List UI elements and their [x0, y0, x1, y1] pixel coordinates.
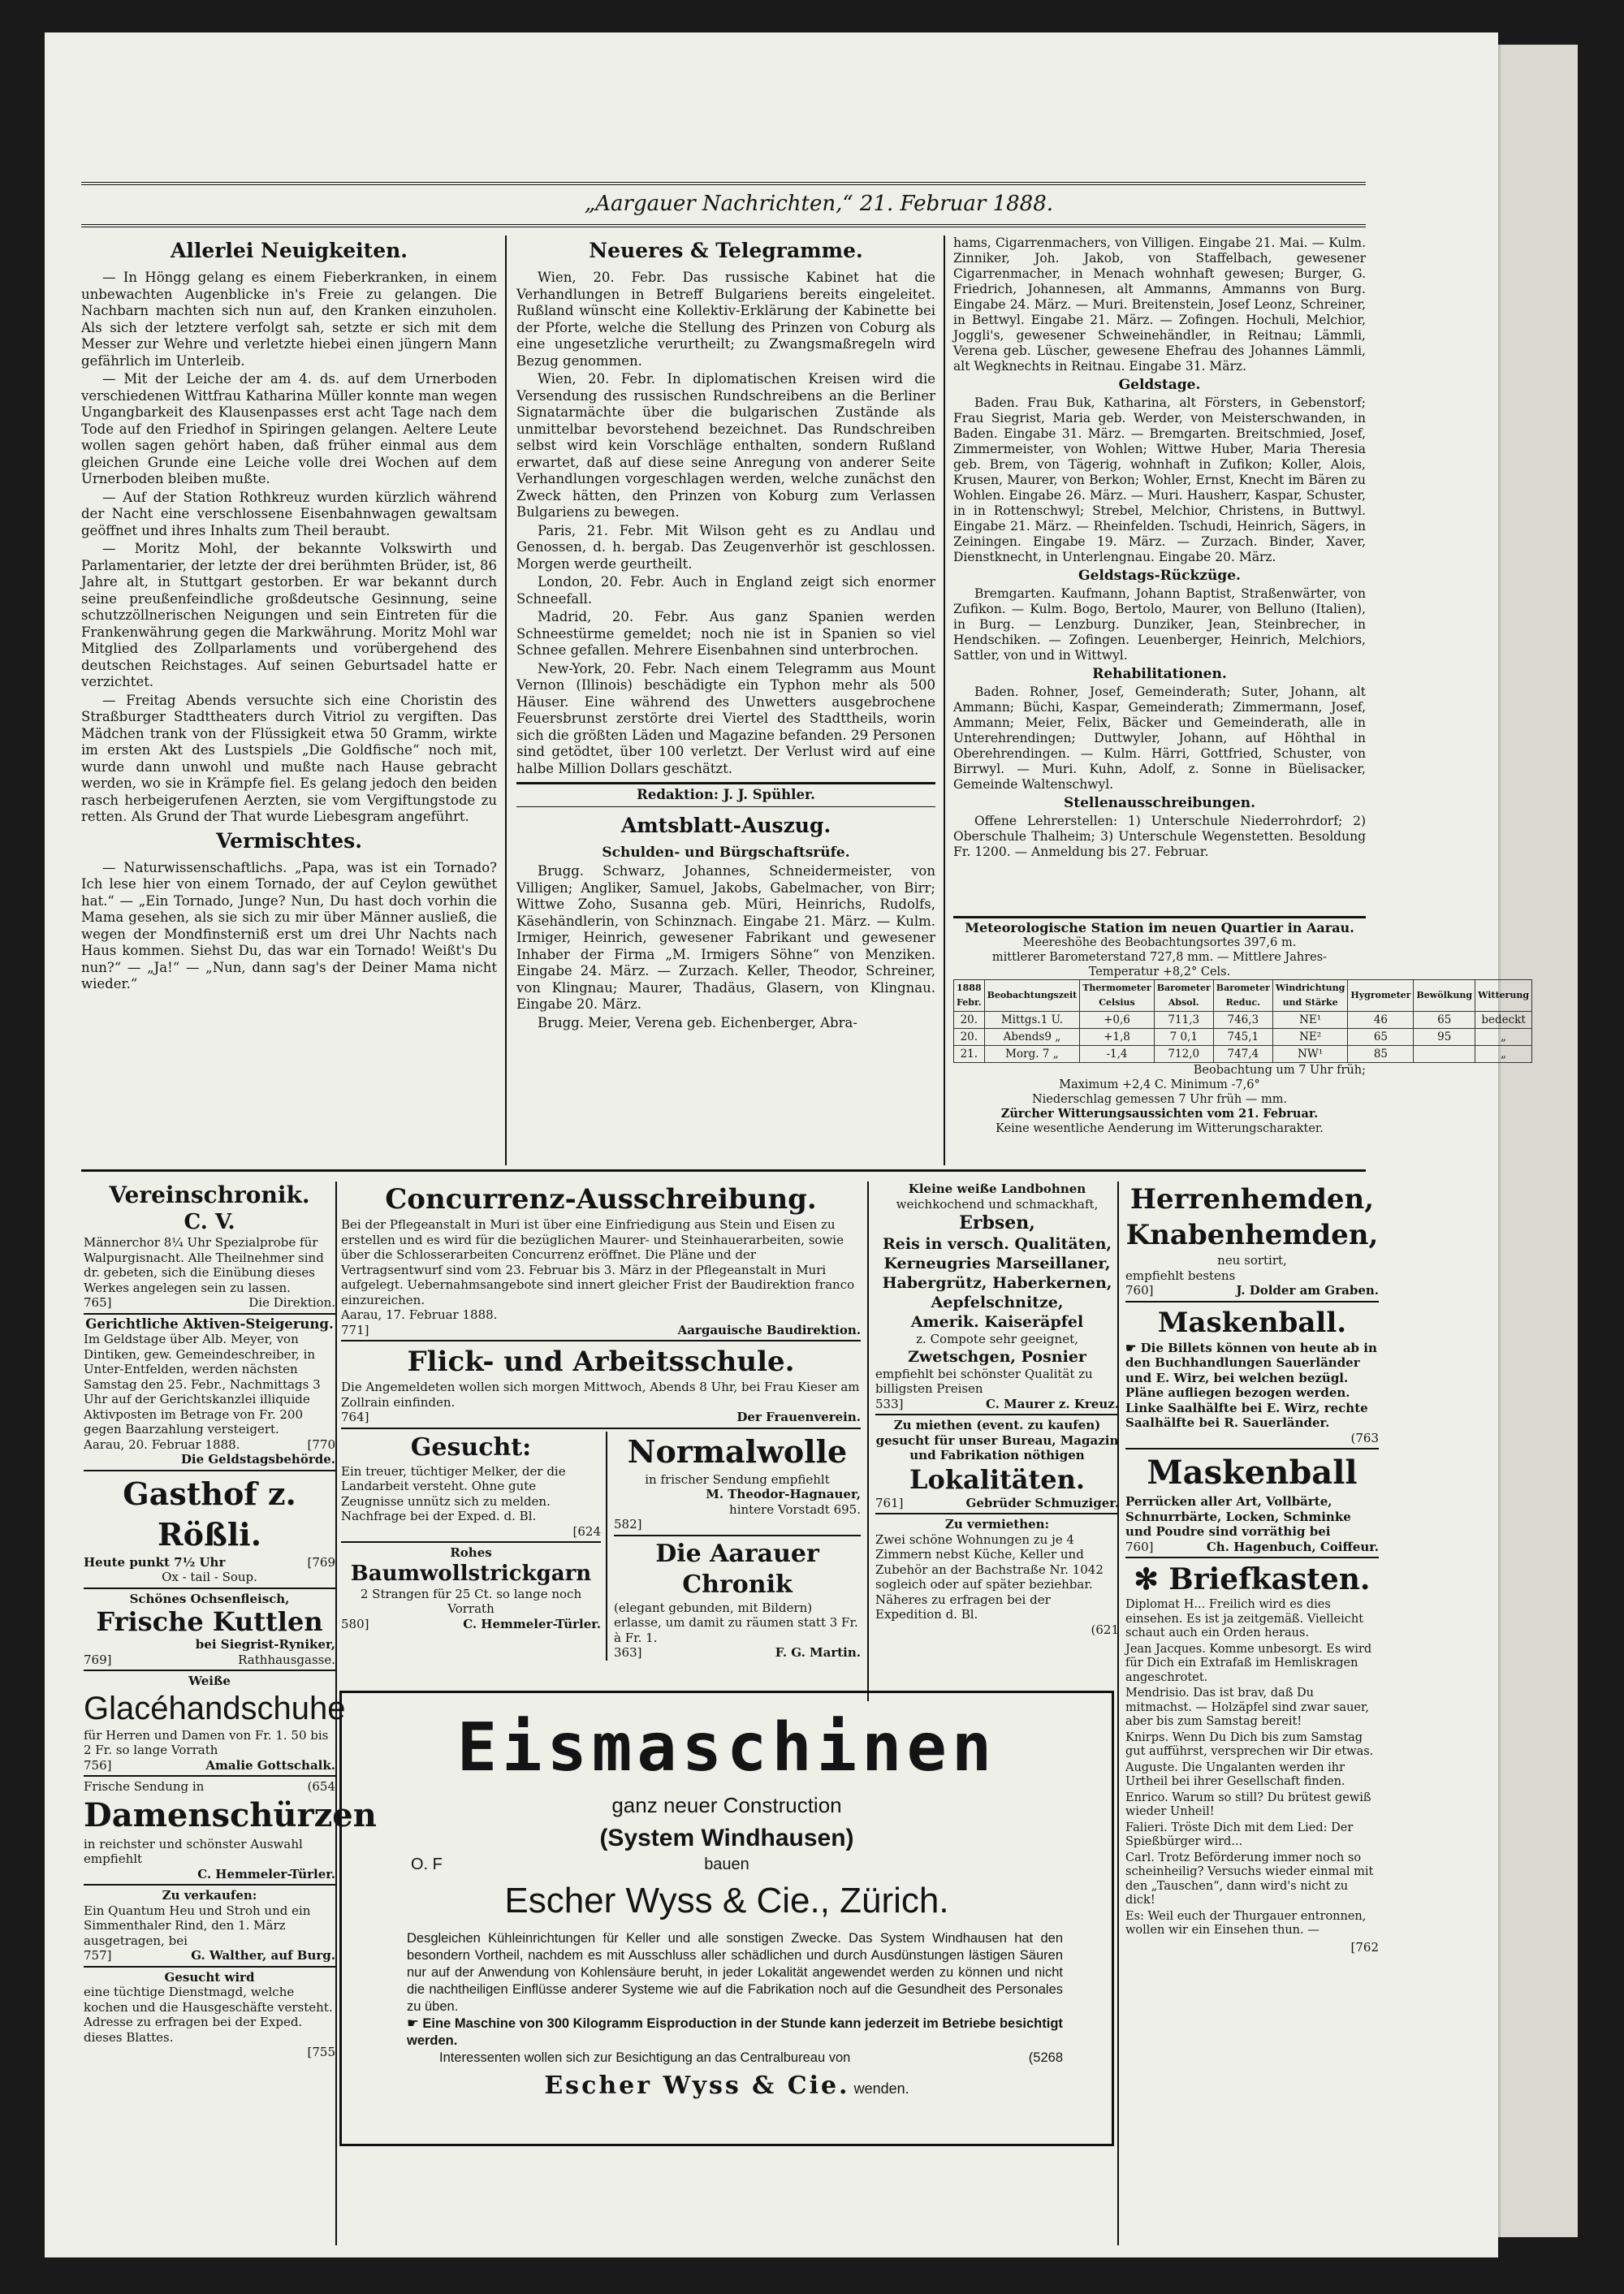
ad-signature: Ch. Hagenbuch, Coiffeur. [1206, 1539, 1379, 1554]
weather-cell: 20. [954, 1029, 985, 1046]
ad-number: 582] [614, 1517, 642, 1531]
ad-text: ☛ Eine Maschine von 300 Kilogramm Eisproduction in der Stunde kann jederzeit im Betriebe besichtigt werden. [407, 2016, 1063, 2048]
notice-paragraph: Brugg. Schwarz, Johannes, Schneidermeister, von Villigen; Angliker, Samuel, Jakobs, Gabelmacher, von Birr; Wittwe Zoho, Susanna geb. Müri, Heinrichs, Rudolfs, Käsehändlerin, von Schinznach. Eingabe 21. März. — Kulm. Irmiger, Heinrich, gewesener Fabrikant und gewesener Inhaber der Firma „M. Irmigers Söhne“ von Menziken. Eingabe 24. März. — Zurzach. Keller, Theodor, Schreiner, von Klingnau; Maurer, Thadäus, Glasern, von Klingnau. Eingabe 20. März. [516, 863, 935, 1012]
weather-cell: NE¹ [1272, 1012, 1347, 1029]
mailbox-item: Diplomat H... Freilich wird es dies einsehen. Es ist ja zeitgemäß. Vielleicht schaut auch ein Orden heraus. [1125, 1598, 1364, 1639]
notice-paragraph: Brugg. Meier, Verena geb. Eichenberger, Abra- [538, 1014, 857, 1030]
ad-title: Vereinschronik. [109, 1182, 310, 1208]
weather-cell: 20. [954, 1012, 985, 1029]
ad-number: 764] [341, 1410, 369, 1424]
ad-text: (elegant gebunden, mit Bildern) erlasse, um damit zu räumen statt 3 Fr. à Fr. 1. [614, 1600, 858, 1645]
ad-number: 580] [341, 1616, 369, 1631]
column-telegrams [516, 235, 935, 1168]
weather-cell: NE² [1272, 1029, 1347, 1046]
mailbox-item: Knirps. Wenn Du Dich bis zum Samstag gut aufführst, versprechen wir Dir etwas. [1125, 1730, 1374, 1758]
weather-line: Maximum +2,4 C. Minimum -7,6° [1059, 1078, 1260, 1091]
weather-cell: 21. [954, 1046, 985, 1063]
ad-number: [624 [572, 1523, 601, 1539]
ad-text: Bei der Pflegeanstalt in Muri ist über eine Einfriedigung aus Stein und Eisen zu erstellen und es wird für die bezüglichen Maurer- und Steinhauerarbeiten, sowie über die Schlosserarbeiten Concurrenz eröffnet. Die Pläne und der Vertragsentwurf sind vom 23. Februar bis 3. März in der Pflegeanstalt in Muri aufgelegt. Uebernahmsangebote sind innert gleicher Frist der Baudirektion franco einzureichen. [341, 1217, 855, 1307]
ad-text: bei Siegrist-Ryniker, [195, 1637, 335, 1652]
telegram: Wien, 20. Febr. Das russische Kabinet hat die Verhandlungen in Betreff Bulgariens bereits eingeleitet. Rußland wünscht eine Kollektiv-Erklärung der Kabinette bei der Pforte, welche die Stellung des Prinzen von Coburg als eine ungesetzliche verurtheilt; zu Zwangsmaßregeln wird Bezug genommen. [516, 270, 935, 369]
ad-line: Erbsen, [959, 1212, 1035, 1233]
ad-text: Ein Quantum Heu und Stroh und ein Simmenthaler Rind, den 1. März ausgetragen, bei [84, 1903, 311, 1948]
ad-number: [769 [307, 1554, 335, 1570]
subheading: Stellenausschreibungen. [1063, 795, 1256, 811]
weather-line: Meereshöhe des Beobachtungsortes 397,6 m. [1022, 936, 1297, 949]
ad-title: Normalwolle [627, 1432, 848, 1470]
notice-paragraph: hams, Cigarrenmachers, von Villigen. Eingabe 21. Mai. — Kulm. Zinniker, Joh. Jakob, von Staffelbach, gewesener Cigarrenmacher, in Menach wohnhaft gewesen; Burger, G. Friedrich, Johannesen, alt Ammanns, Ammanns von Burg. Eingabe 24. März. — Muri. Breitenstein, Josef Leonz, Schreiner, in Bettwyl. Eingabe 21. März. — Zofingen. Hochuli, Melchior, Joggli's, gewesener Schweinehändler, in Reitnau; Lämmli, Verena geb. Lüscher, gewesene Ehefrau des Johannes Lämmli, alt Wegknechts in Reitnau. Eingabe 31. März. [953, 235, 1366, 374]
weather-cell [1414, 1046, 1475, 1063]
weather-header: Barometer Absol. [1154, 980, 1213, 1012]
ad-title: Gerichtliche Aktiven-Steigerung. [85, 1315, 334, 1332]
mailbox-item: Jean Jacques. Komme unbesorgt. Es wird für Dich ein Extrafaß im Hemliskragen angeschrotet. [1125, 1642, 1372, 1684]
ad-number: 363] [614, 1645, 642, 1660]
column-rule [505, 235, 507, 1165]
ad-text: Die Angemeldeten wollen sich morgen Mittwoch, Abends 8 Uhr, bei Frau Kieser am Zollrain einfinden. [341, 1380, 860, 1410]
weather-header: 1888 Febr. [954, 980, 985, 1012]
weather-cell: Mittgs.1 U. [984, 1012, 1080, 1029]
ad-number: 533] [875, 1396, 904, 1411]
weather-table [953, 979, 1532, 1063]
ad-title: Maskenball. [1157, 1306, 1347, 1339]
weather-station [953, 916, 1530, 1169]
telegram: Wien, 20. Febr. In diplomatischen Kreisen wird die Versendung des russischen Rundschreibens an die Berliner Signatarmächte über die bulgarischen Zustände als unmittelbar bevorstehend bezeichnet. Das Rundschreiben selbst wird kein Vorschläge enthalten, sondern Rußland erwartet, daß auf diese seine Anregung von anderer Seite Verhandlungen vorgeschlagen werden, welche zunächst den Zweck hätten, den Prinzen von Koburg zum Verlassen Bulgariens zu bewegen. [516, 371, 935, 520]
masthead [81, 182, 1366, 227]
ads-middle-block [341, 1182, 861, 1669]
ad-text: bauen [704, 1856, 749, 1873]
subheading: Rehabilitationen. [1092, 666, 1227, 682]
mailbox-item: Mendrisio. Das ist brav, daß Du mitmachst. — Holzäpfel sind zwar sauer, aber bis zum Samstag bereit! [1125, 1687, 1369, 1728]
weather-cell: 747,4 [1213, 1046, 1272, 1063]
eismaschinen-ad [339, 1691, 1114, 2146]
ad-signature: Amalie Gottschalk. [205, 1757, 335, 1773]
ad-signature: Gebrüder Schmuziger. [965, 1495, 1119, 1510]
ad-text: Weiße [188, 1674, 231, 1688]
ad-text: Schönes Ochsenfleisch, [129, 1591, 290, 1606]
ad-line: z. Compote sehr geeignet, [916, 1332, 1078, 1346]
article-paragraph: — Naturwissenschaftlichs. „Papa, was ist ein Tornado? Ich lese hier von einem Tornado, der auf Ceylon gewüthet hat.“ — „Ein Tornado, Junge? Nun, Du hast doch vorhin die Mama gesehen, als sie sich zu mir über Männer ausließ, die wegen der Mondfinsterniß erst um drei Uhr Nachts nach Haus kommen. Siehst Du, das war ein Tornado! Weißt's Du nun?“ — „Ja!“ — „Nun, dann sag's der Deiner Mama nicht wieder.“ [81, 859, 497, 991]
ad-number: (5268 [1028, 2050, 1063, 2065]
subheading: Schulden- und Bürgschaftsrüfe. [602, 844, 850, 861]
weather-cell: Abends9 „ [984, 1029, 1080, 1046]
ad-number: [755 [307, 2045, 335, 2059]
pointing-hand-icon: ☛ [1125, 1340, 1141, 1355]
section-heading: Neueres & Telegramme. [589, 239, 863, 262]
subheading: Geldstage. [1118, 377, 1201, 393]
mailbox-item: Falieri. Tröste Dich mit dem Lied: Der Spießbürger wird... [1125, 1821, 1354, 1848]
ad-signature: Die Direktion. [248, 1295, 335, 1310]
ad-signature: Aargauische Baudirektion. [677, 1322, 861, 1337]
ad-text: empfiehlt bestens [1125, 1268, 1236, 1283]
ad-number: 756] [84, 1757, 112, 1773]
ad-number: 760] [1125, 1283, 1154, 1298]
weather-line: Zürcher Witterungsaussichten vom 21. Februar. [1000, 1107, 1319, 1121]
weather-cell: -1,4 [1080, 1046, 1154, 1063]
ad-number: [762 [1350, 1939, 1379, 1955]
ad-text: ganz neuer Construction [611, 1793, 842, 1817]
article-paragraph: — In Höngg gelang es einem Fieberkranken, in einem unbewachten Augenblicke in's Freie zu gelangen. Die Nachbarn machten sich nun auf, den Kranken einzuholen. Als sich der letztere verfolgt sah, setzte er sich mit dem Messer zur Wehre und verletzte hiebei einen jüngern Mann gefährlich im Unterleib. [81, 270, 497, 369]
weather-row [954, 1046, 1532, 1063]
ad-number: 765] [84, 1295, 112, 1310]
ad-line: Amerik. Kaiseräpfel [910, 1313, 1084, 1331]
ad-text: Im Geldstage über Alb. Meyer, von Dintiken, gew. Gemeindeschreiber, in Unter-Entfelden, werden nächsten Samstag den 25. Febr., Nachmittags 3 Uhr auf der Gerichtskanzlei illiquide Aktivposten im Betrage von Fr. 200 gegen Baarzahlung versteigert. [84, 1332, 321, 1436]
ad-title: Gesucht wird [164, 1969, 255, 1985]
ads-right-column [1117, 1182, 1379, 2245]
weather-line: mittlerer Barometerstand 727,8 mm. — Mittlere Jahres- [991, 951, 1328, 964]
ad-number: [770 [307, 1436, 335, 1452]
ad-line: Zwetschgen, Posnier [908, 1347, 1086, 1366]
ad-number: 760] [1125, 1539, 1154, 1554]
ad-number: (763 [1350, 1430, 1379, 1445]
ad-title: Lokalitäten. [909, 1463, 1086, 1495]
section-heading: Allerlei Neuigkeiten. [170, 239, 408, 262]
weather-cell: 711,3 [1154, 1012, 1213, 1029]
ad-signature: Die Geldstagsbehörde. [180, 1452, 335, 1467]
weather-header: Windrichtung und Stärke [1272, 980, 1347, 1012]
section-heading: Amtsblatt-Auszug. [620, 813, 831, 837]
ad-number: (654 [307, 1779, 335, 1794]
mailbox-item: Carl. Trotz Beförderung immer noch so scheinheilig? Versuchs wieder einmal mit den „Tauschen“, dann wird's nicht zu dick! [1125, 1851, 1374, 1907]
weather-cell: 7 0,1 [1154, 1029, 1213, 1046]
ad-text: Perrücken aller Art, Vollbärte, Schnurrbärte, Locken, Schminke und Poudre sind vorräthig bei [1125, 1494, 1351, 1539]
jester-icon: ✻ [1134, 1562, 1169, 1596]
column-official [953, 235, 1366, 914]
weather-line: Temperatur +8,2° Cels. [1088, 966, 1231, 979]
ad-title: Damenschürzen [84, 1795, 377, 1834]
ad-line: Reis in versch. Qualitäten, [883, 1235, 1112, 1253]
ad-text: wenden. [853, 2080, 909, 2097]
weather-header: Beobachtungszeit [984, 980, 1080, 1012]
weather-cell: 46 [1348, 1012, 1414, 1029]
ad-date: Aarau, 20. Februar 1888. [84, 1436, 240, 1452]
ads-grocery-block [867, 1182, 1119, 1701]
ad-title: Herrenhemden, [1129, 1183, 1375, 1216]
notice-paragraph: Offene Lehrerstellen: 1) Unterschule Niederrohrdorf; 2) Oberschule Thalheim; 3) Unterschule Wegenstetten. Besoldung Fr. 1200. — Anmeldung bis 27. Februar. [953, 814, 1366, 859]
weather-cell: „ [1475, 1029, 1532, 1046]
ad-title: Die Aarauer Chronik [655, 1539, 819, 1599]
ad-number: 771] [341, 1322, 369, 1337]
ad-date: Aarau, 17. Februar 1888. [341, 1307, 498, 1322]
ad-line: Kleine weiße Landbohnen [908, 1182, 1086, 1196]
weather-row [954, 1012, 1532, 1029]
article-paragraph: — Freitag Abends versuchte sich eine Choristin des Straßburger Stadttheaters durch Vitriol zu vergiften. Das Mädchen trank von der Flüssigkeit etwa 50 Gramm, wirkte im ersten Akt des Lustspiels „Die Goldfische“ noch mit, wurde dann unwohl und mußte nach Hause gebracht werden, wo sie in Krämpfe fiel. Es gelang jedoch den beiden rasch herbeigerufenen Aerzten, sie vom Vergiftungstode zu retten. Als Grund der That wurde Liebesgram angeführt. [81, 692, 497, 824]
column-rule [944, 235, 945, 1165]
weather-cell: bedeckt [1475, 1012, 1532, 1029]
ad-line: Kerneugries Marseillaner, [883, 1255, 1111, 1272]
ad-title: Baumwollstrickgarn [350, 1561, 592, 1586]
notice-paragraph: Bremgarten. Kaufmann, Johann Baptist, Straßenwärter, von Zufikon. — Kulm. Bogo, Bertolo, Maurer, von Belluno (Italien), in Burg. — Lenzburg. Dunziker, Jean, Steinbrecher, in Hendschiken. — Zofingen. Leuenberger, Heinrich, Melchiors, Sattler, von und in Wittwyl. [953, 586, 1366, 663]
ad-line: Habergrütz, Haberkernen, [882, 1274, 1112, 1292]
ad-signature: J. Dolder am Graben. [1236, 1283, 1379, 1298]
ad-text: neu sortirt, [1217, 1253, 1287, 1268]
ad-text: (System Windhausen) [599, 1825, 854, 1851]
weather-cell: +0,6 [1080, 1012, 1154, 1029]
ad-company: Escher Wyss & Cie., Zürich. [504, 1881, 949, 1920]
weather-cell: „ [1475, 1046, 1532, 1063]
ad-number: (621 [1091, 1622, 1119, 1637]
ad-number: 757] [84, 1948, 112, 1963]
ad-text: Rohes [450, 1545, 492, 1560]
weather-line: Beobachtung um 7 Uhr früh; [1193, 1064, 1366, 1077]
ad-text: Männerchor 8¼ Uhr Spezialprobe für Walpurgisnacht. Alle Theilnehmer sind dr. gebeten, sich die Einübung dieses Werkes angelegen sein zu lassen. [84, 1235, 324, 1295]
ad-title: Concurrenz-Ausschreibung. [385, 1183, 817, 1216]
weather-header: Hygrometer [1348, 980, 1414, 1012]
ad-title: ✻ Briefkasten. [1134, 1562, 1371, 1596]
column-news [81, 235, 497, 1168]
section-rule [81, 1169, 1366, 1172]
ad-text: O. F [411, 1856, 443, 1873]
weather-cell: 712,0 [1154, 1046, 1213, 1063]
weather-line: Keine wesentliche Aenderung im Witterungscharakter. [996, 1122, 1324, 1135]
telegram: New-York, 20. Febr. Nach einem Telegramm aus Mount Vernon (Illinois) beschädigte ein Typhon mehr als 500 Häuser. Eine während des Unwetters ausgebrochene Feuersbrunst zerstörte drei Viertel des Stadttheils, worin sich die größten Läden und Magazine befanden. 29 Personen sind getödtet, über 100 verletzt. Der Verlust wird auf eine halbe Million Dollars geschätzt. [516, 660, 935, 776]
ad-text: Desgleichen Kühleinrichtungen für Keller und alle sonstigen Zwecke. Das System Windhausen hat den besondern Vortheil, nachdem es mit Ausschluss aller schädlichen und durch Ausdünstungen lästigen Säuren nur auf der Anwendung von Kohlensäure beruht, in jeder Lokalität angewendet werden zu können und nicht die nachtheiligen Einflüsse anderer Systeme wie auf die Fabrikation noch auf die Gesundheit des Personales zu üben. [407, 1931, 1063, 2014]
ad-title: C. V. [184, 1210, 235, 1234]
ad-signature: Der Frauenverein. [736, 1410, 861, 1424]
ad-title: Zu vermiethen: [944, 1517, 1050, 1531]
ad-text: empfiehlt bei schönster Qualität zu billigsten Preisen [875, 1366, 1093, 1396]
ad-title: Eismaschinen [456, 1709, 997, 1786]
ad-text: Rathhausgasse. [238, 1652, 335, 1667]
weather-cell: 95 [1414, 1029, 1475, 1046]
pointing-hand-icon: ☛ [407, 2016, 423, 2031]
weather-cell: 745,1 [1213, 1029, 1272, 1046]
weather-title: Meteorologische Station im neuen Quartier in Aarau. [965, 920, 1354, 935]
weather-cell: 85 [1348, 1046, 1414, 1063]
mailbox-item: Es: Weil euch der Thurgauer entronnen, wollen wir ein Einsehen thun. — [1125, 1909, 1367, 1937]
ad-text: Zwei schöne Wohnungen zu je 4 Zimmern nebst Küche, Keller und Zubehör an der Bachstraße Nr. 1042 sogleich oder auf später beziehbar. Näheres zu erfragen bei der Expedition d. Bl. [875, 1531, 1104, 1622]
mailbox-items [1125, 1598, 1379, 1938]
ad-text: für Herren und Damen von Fr. 1. 50 bis 2 Fr. so lange Vorrath [84, 1727, 329, 1757]
ad-title: Gasthof z. Rößli. [123, 1475, 296, 1553]
article-paragraph: — Mit der Leiche der am 4. ds. auf dem Urnerboden verschiedenen Wittfrau Katharina Müller konnte man wegen Ungangbarkeit des Klausenpasses erst acht Tage nach dem Tode auf den Friedhof in Spiringen gelangen. Aeltere Leute wollen sagen gehört haben, daß früher einmal aus dem gleichen Grunde eine Leiche volle drei Wochen auf dem Urnerboden bleiben mußte. [81, 371, 497, 486]
ad-text: eine tüchtige Dienstmagd, welche kochen und die Hausgeschäfte versteht. Adresse zu erfragen bei der Exped. dieses Blattes. [84, 1985, 333, 2045]
ad-signature: F. G. Martin. [775, 1645, 861, 1660]
weather-cell: Morg. 7 „ [984, 1046, 1080, 1063]
ad-text: hintere Vorstadt 695. [729, 1501, 861, 1517]
ad-text: 2 Strangen für 25 Ct. so lange noch Vorrath [360, 1586, 582, 1616]
subheading: Geldstags-Rückzüge. [1078, 568, 1241, 584]
ad-text: Frische Sendung in [84, 1779, 205, 1794]
ad-title: Maskenball [1147, 1454, 1358, 1492]
ad-text: Interessenten wollen sich zur Besichtigung an das Centralbureau von [439, 2050, 851, 2065]
telegram: London, 20. Febr. Auch in England zeigt sich enormer Schneefall. [516, 574, 935, 607]
ad-text: in frischer Sendung empfiehlt [645, 1471, 830, 1487]
telegram: Paris, 21. Febr. Mit Wilson geht es zu Andlau und Genossen, d. h. bergab. Das Zeugenverhör ist geschlossen. Morgen werde geurtheilt. [516, 522, 935, 572]
weather-header: Witterung [1475, 980, 1532, 1012]
masthead-title: „Aargauer Nachrichten,“ 21. Februar 1888. [584, 192, 1053, 216]
article-paragraph: — Moritz Mohl, der bekannte Volkswirth und Parlamentarier, der letzte der drei berühmten Brüder, ist, 86 Jahre alt, in Stuttgart gestorben. Er war bekannt durch seine preußenfeindliche großdeutsche Gesinnung, seine schutzzöllnerischen Neigungen und sein Eintreten für die Frankenwährung gegen die Markwährung. Moritz Mohl war Mitglied des Zollparlaments und vorübergehend des deutschen Reichstages. Auf seinen Geburtsadel hatte er verzichtet. [81, 541, 497, 689]
notice-paragraph: Baden. Rohner, Josef, Gemeinderath; Suter, Johann, alt Ammann; Büchi, Kaspar, Gemeinderath; Zimmermann, Josef, Ammann; Meier, Felix, Bäcker und Gemeinderath, alle in Unterehrendingen; Duttwyler, Johann, auf Höhthal in Oberehrendingen. — Kulm. Härri, Gottfried, Schuster, von Birrwyl. — Muri. Kuhn, Adolf, z. Sonne in Büelisacker, Gemeinde Waltenschwyl. [953, 685, 1366, 792]
weather-header: Thermometer Celsius [1080, 980, 1154, 1012]
ad-signature: M. Theodor-Hagnauer, [706, 1487, 861, 1501]
ad-signature: C. Maurer z. Kreuz. [985, 1396, 1119, 1411]
ad-text: Ox - tail - Soup. [162, 1570, 257, 1584]
ad-title: Flick- und Arbeitsschule. [407, 1346, 795, 1378]
mailbox-item: Enrico. Warum so still? Du brütest gewiß wieder Unheil! [1125, 1791, 1371, 1818]
ad-title: Frische Kuttlen [96, 1606, 323, 1637]
ad-text: Heute punkt 7½ Uhr [84, 1554, 226, 1570]
ad-text: in reichster und schönster Auswahl empfiehlt [84, 1836, 303, 1866]
ad-signature: C. Hemmeler-Türler. [197, 1866, 335, 1881]
weather-cell: 65 [1414, 1012, 1475, 1029]
notice-paragraph: Baden. Frau Buk, Katharina, alt Försters, in Gebenstorf; Frau Siegrist, Maria geb. Werder, von Meisterschwanden, in Baden. Eingabe 31. März. — Bremgarten. Breitschmied, Josef, Zimmermeister, von Wohlen; Wittwe Huber, Maria Theresia geb. Brem, von Tägerig, wohnhaft in Zufikon; Koller, Alois, Krusen, Maurer, von Berkon; Wohler, Ernst, Knecht im Bären zu Wohlen. Eingabe 26. März. — Muri. Hausherr, Kaspar, Schuster, in in Rottenschwyl; Strebel, Melchior, Christens, in Buttwyl. Eingabe 21. März. — Rheinfelden. Tschudi, Heinrich, Sägers, in Zeiningen. Eingabe 19. März. — Zurzach. Binder, Xaver, Dienstknecht, in Unterlengnau. Eingabe 20. März. [953, 395, 1366, 564]
telegram: Madrid, 20. Febr. Aus ganz Spanien werden Schneestürme gemeldet; noch nie ist in Spanien so viel Schnee gefallen. Mehrere Eisenbahnen sind unterbrochen. [516, 609, 935, 658]
editor-line: Redaktion: J. J. Spühler. [516, 782, 935, 807]
weather-row [954, 1029, 1532, 1046]
ad-title: Knabenhemden, [1125, 1219, 1379, 1251]
ad-signature: C. Hemmeler-Türler. [463, 1616, 601, 1631]
weather-cell: NW¹ [1272, 1046, 1347, 1063]
ad-line: weichkochend und schmackhaft, [896, 1196, 1099, 1212]
weather-cell: 746,3 [1213, 1012, 1272, 1029]
adjacent-page-edge [1498, 45, 1578, 2237]
ad-number: 761] [875, 1495, 904, 1510]
ad-signature: G. Walther, auf Burg. [191, 1948, 335, 1963]
ad-title: Gesucht: [410, 1432, 532, 1462]
ad-line: Aepfelschnitze, [931, 1294, 1064, 1311]
article-paragraph: — Auf der Station Rothkreuz wurden kürzlich während der Nacht eine verschlossene Eisenbahnwagen gewaltsam geöffnet und ihres Inhalts zum Theil beraubt. [81, 489, 497, 538]
ad-signature: Escher Wyss & Cie. [544, 2072, 850, 2100]
ad-number: 769] [84, 1652, 112, 1667]
section-heading: Vermischtes. [216, 828, 362, 853]
ad-text: Ein treuer, tüchtiger Melker, der die Landarbeit versteht. Ohne gute Zeugnisse unnütz sich zu melden. Nachfrage bei der Exped. d. Bl. [341, 1463, 566, 1523]
ad-text: Zu miethen (event. zu kaufen) gesucht für unser Bureau, Magazin und Fabrikation nöthigen [875, 1418, 1119, 1462]
weather-header: Barometer Reduc. [1213, 980, 1272, 1012]
weather-cell: 65 [1348, 1029, 1414, 1046]
weather-line: Niederschlag gemessen 7 Uhr früh — mm. [1031, 1093, 1288, 1106]
weather-header: Bewölkung [1414, 980, 1475, 1012]
mailbox-item: Auguste. Die Ungalanten werden ihr Urtheil bei ihrer Gesellschaft finden. [1125, 1760, 1345, 1788]
ad-title: Glacéhandschuhe [84, 1690, 346, 1726]
ad-title: Zu verkaufen: [162, 1888, 257, 1903]
ad-text: ☛ Die Billets können von heute ab in den Buchhandlungen Sauerländer und E. Wirz, bei welchen bezügl. Pläne aufliegen bezogen werden. Linke Saalhälfte bei E. Wirz, rechte Saalhälfte bei R. Sauerländer. [1125, 1340, 1377, 1430]
weather-cell: +1,8 [1080, 1029, 1154, 1046]
